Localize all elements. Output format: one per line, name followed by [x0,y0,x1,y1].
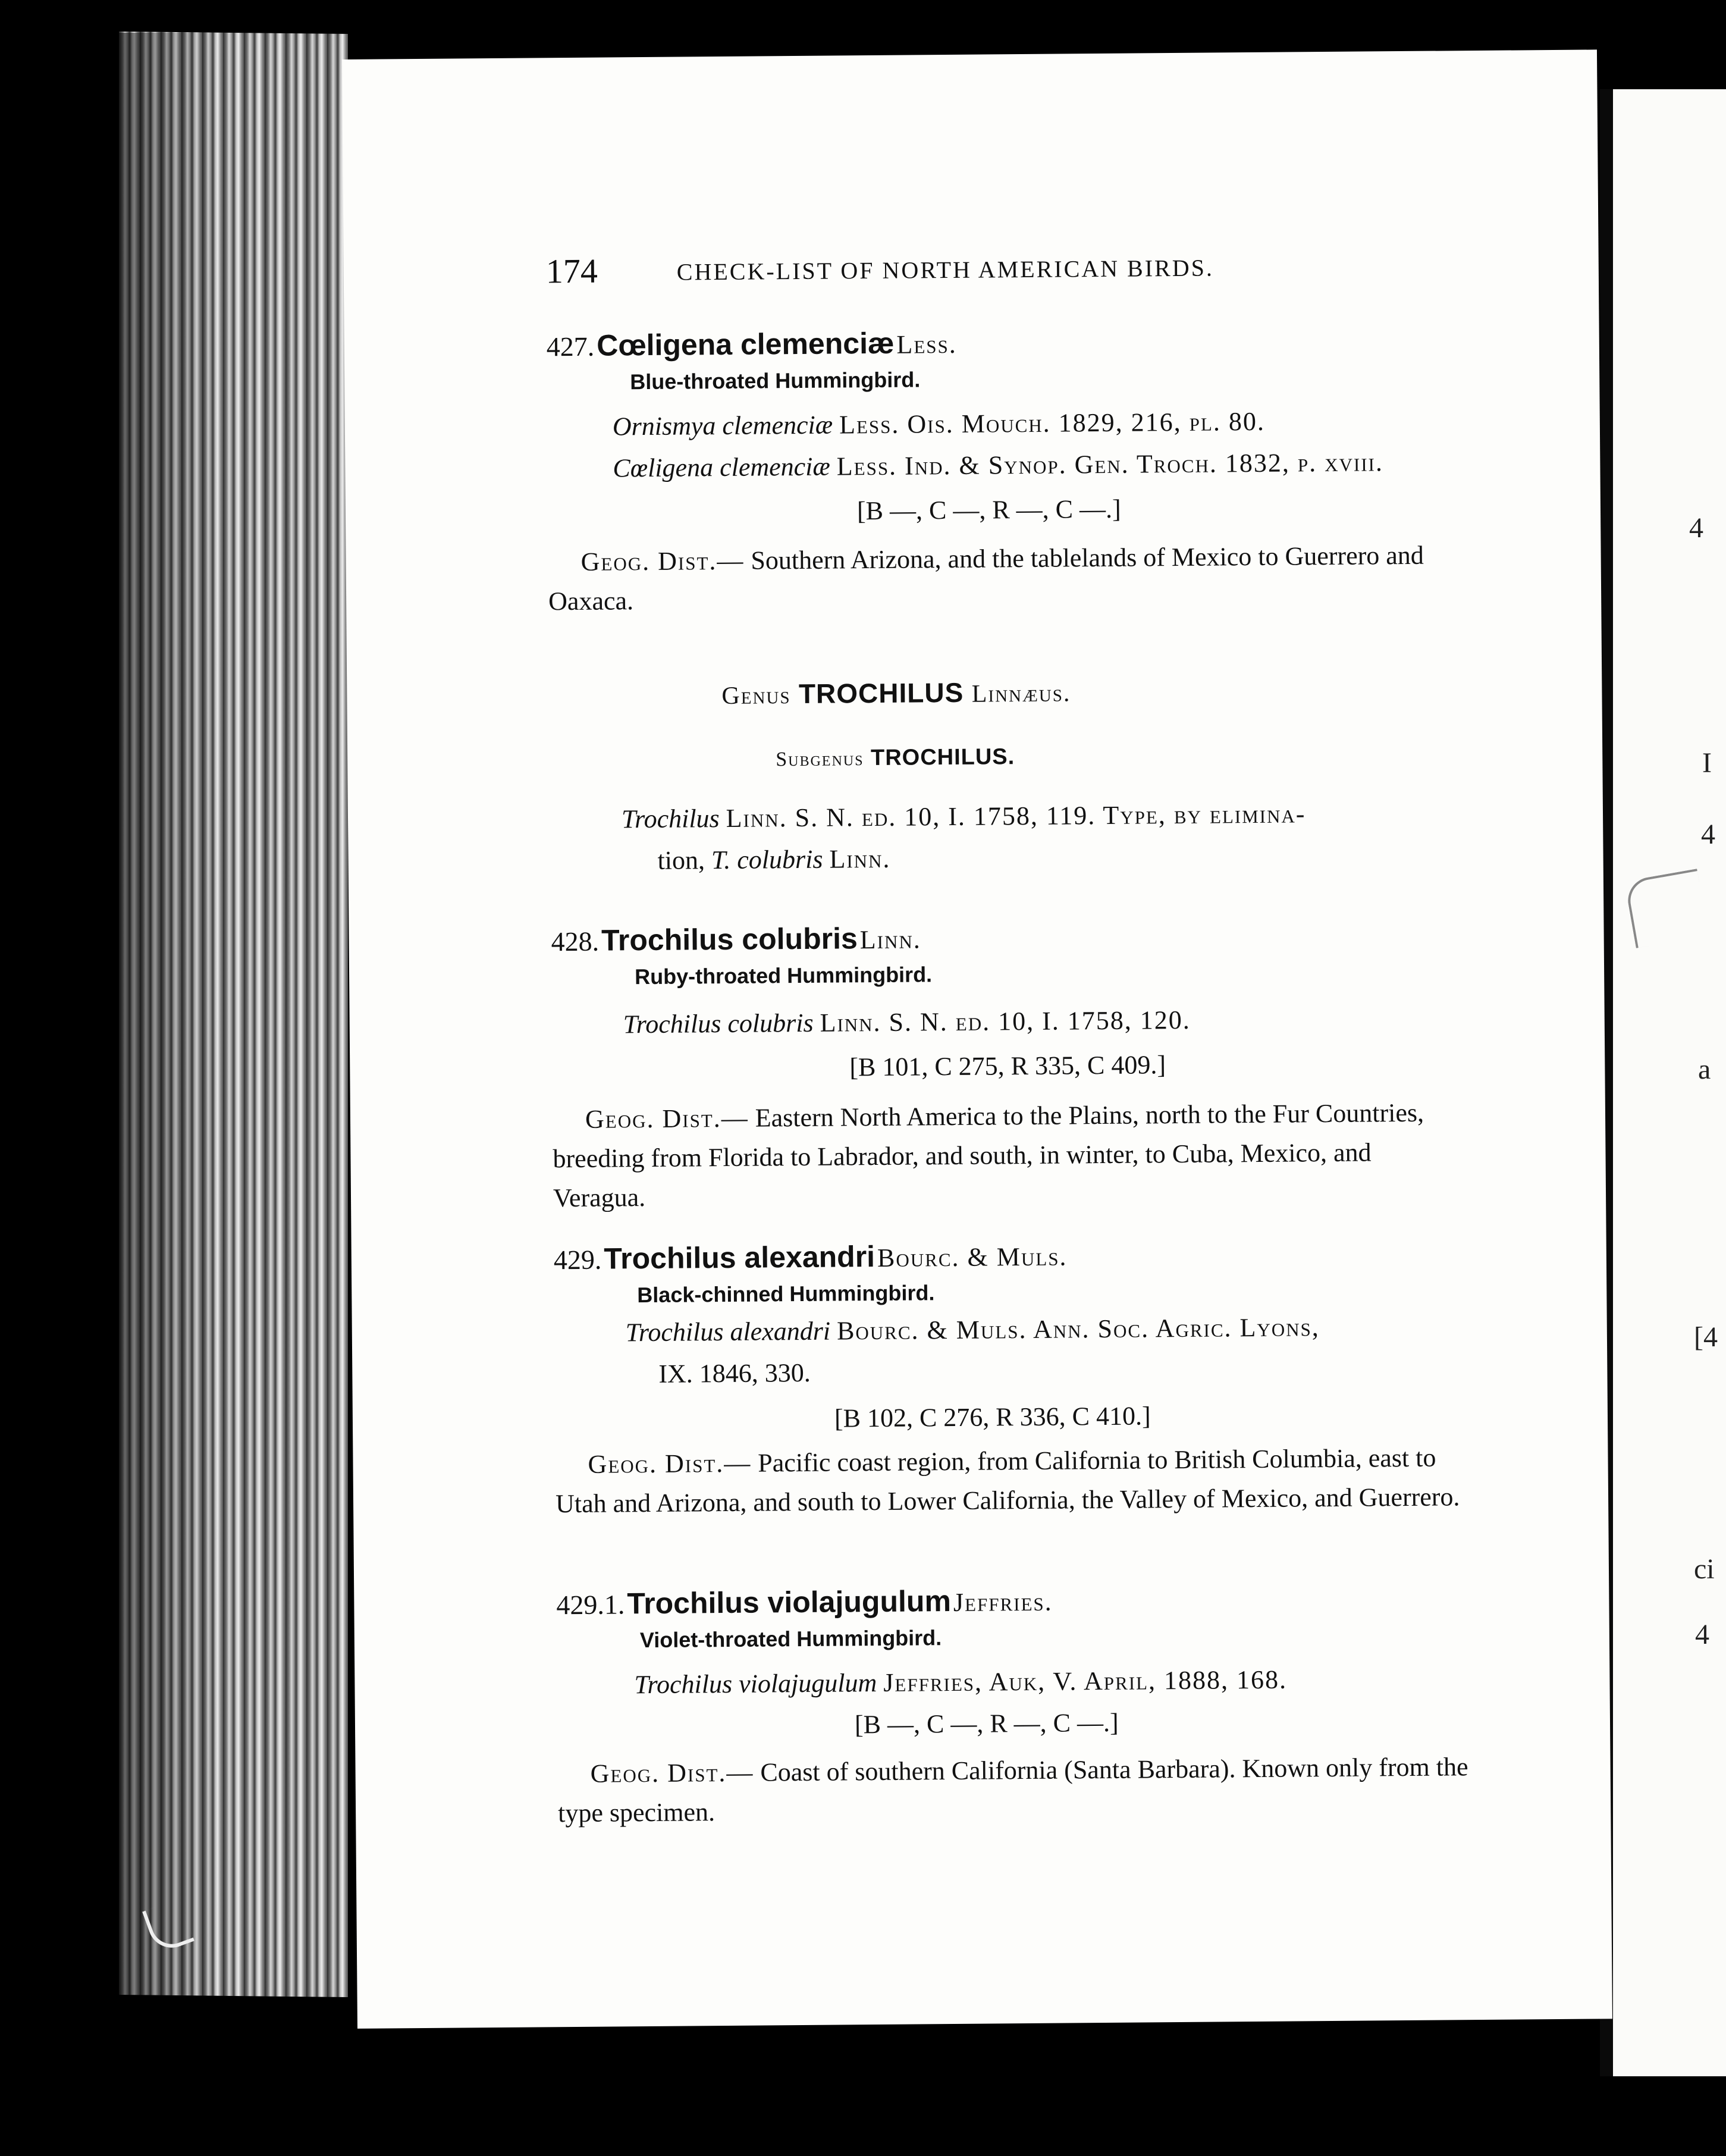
type-species: T. colubris [711,844,823,875]
citation-name: Trochilus colubris [623,1008,814,1039]
scientific-name: Trochilus violajugulum [627,1584,952,1621]
citation-name: Ornismya clemenciæ [612,410,833,441]
geographic-distribution [557,1747,1474,1833]
entry-number: 428. [551,926,600,957]
citation-text: Less. Ois. Mouch. 1829, 216, pl. 80. [839,406,1266,440]
entry-427-heading [547,325,957,363]
citation-text: Jeffries, Auk, V. April, 1888, 168. [883,1665,1288,1697]
geo-label: Geog. Dist.— [588,1448,752,1479]
type-authority: Linn. [829,844,891,874]
reference-numbers: [B —, C —, R —, C —.] [856,494,1121,526]
entry-number: 429. [553,1244,602,1276]
entry-428-heading [551,920,921,958]
citation [634,1665,1287,1700]
citation [626,1312,1320,1348]
genus-heading [721,675,1071,710]
citation-text: Linn. S. N. ed. 10, I. 1758, 119. Type, by elimina- [726,799,1306,833]
citation-cont [658,1358,811,1389]
entry-number: 429.1. [556,1589,625,1621]
subgenus-heading [776,744,1015,772]
genus-label: Genus [721,682,791,710]
reference-numbers: [B —, C —, R —, C —.] [854,1707,1119,1740]
scientific-name: Trochilus colubris [601,922,858,957]
geo-label: Geog. Dist.— [585,1103,749,1134]
citation-name: Trochilus alexandri [625,1316,831,1348]
genus-citation [622,798,1306,834]
citation-text: Less. Ind. & Synop. Gen. Troch. 1832, p. xviii. [836,447,1384,481]
scientific-name: Trochilus alexandri [604,1240,875,1276]
geo-text: Pacific coast region, from California to British Columbia, east to Utah and Arizona, and south to Lower California, the Valley of Mexico, and Guerrero. [555,1443,1460,1519]
adjacent-page-glyph: I [1702,747,1712,779]
genus-name: TROCHILUS [798,676,964,710]
common-name: Violet-throated Hummingbird. [639,1625,942,1653]
geo-text: Southern Arizona, and the tablelands of Mexico to Guerrero and Oaxaca. [548,540,1424,616]
genus-citation-cont [657,844,890,876]
adjacent-page-glyph: 4 [1695,1619,1709,1650]
geo-text: Coast of southern California (Santa Barbara). Known only from the type specimen. [557,1752,1468,1828]
citation-text: tion, [657,845,705,875]
common-name: Ruby-throated Hummingbird. [634,962,933,989]
citation-name: Trochilus [621,804,720,834]
geographic-distribution [553,1093,1470,1218]
common-name: Black-chinned Hummingbird. [637,1280,935,1308]
scientific-name: Cœligena clemenciæ [597,326,895,362]
geographic-distribution [548,535,1464,621]
book-page [342,49,1612,2028]
subgenus-label: Subgenus [776,748,864,771]
authority: Bourc. & Muls. [877,1242,1068,1273]
common-name: Blue-throated Hummingbird. [630,367,921,394]
citation-name: Cœligena clemenciæ [613,452,830,483]
authority: Less. [896,329,957,359]
running-title: CHECK-LIST OF NORTH AMERICAN BIRDS. [676,254,1215,286]
adjacent-page-glyph: 4 [1701,819,1715,850]
citation [613,447,1383,483]
genus-authority: Linnæus. [971,679,1071,708]
reference-numbers: [B 102, C 276, R 336, C 410.] [834,1401,1151,1433]
adjacent-page-glyph: 4 [1689,512,1703,544]
reference-numbers: [B 101, C 275, R 335, C 409.] [849,1050,1166,1082]
geo-label: Geog. Dist.— [580,546,745,576]
adjacent-page-glyph: ci [1694,1553,1715,1585]
citation-name: Trochilus violajugulum [634,1668,877,1700]
citation [613,406,1265,442]
geo-label: Geog. Dist.— [590,1757,754,1788]
entry-number: 427. [546,331,595,362]
citation-text: Linn. S. N. ed. 10, I. 1758, 120. [820,1005,1191,1038]
citation-text: Bourc. & Muls. Ann. Soc. Agric. Lyons, [836,1312,1320,1346]
edge-shadow [119,33,220,1996]
citation-text: IX. 1846, 330. [658,1358,811,1389]
geo-text: Eastern North America to the Plains, north to the Fur Countries, breeding from Florida to Labrador, and south, in winter, to Cuba, Mexico, and Veragua. [553,1098,1424,1213]
authority: Jeffries. [953,1587,1053,1618]
adjacent-page-glyph: [4 [1694,1321,1718,1353]
subgenus-name: TROCHILUS. [870,744,1015,771]
entry-429-1-heading [556,1583,1053,1622]
adjacent-page-glyph: a [1698,1054,1711,1085]
geographic-distribution [555,1438,1471,1524]
entry-429-heading [554,1237,1068,1276]
authority: Linn. [859,925,921,955]
page-number: 174 [545,251,598,291]
citation [623,1005,1191,1039]
